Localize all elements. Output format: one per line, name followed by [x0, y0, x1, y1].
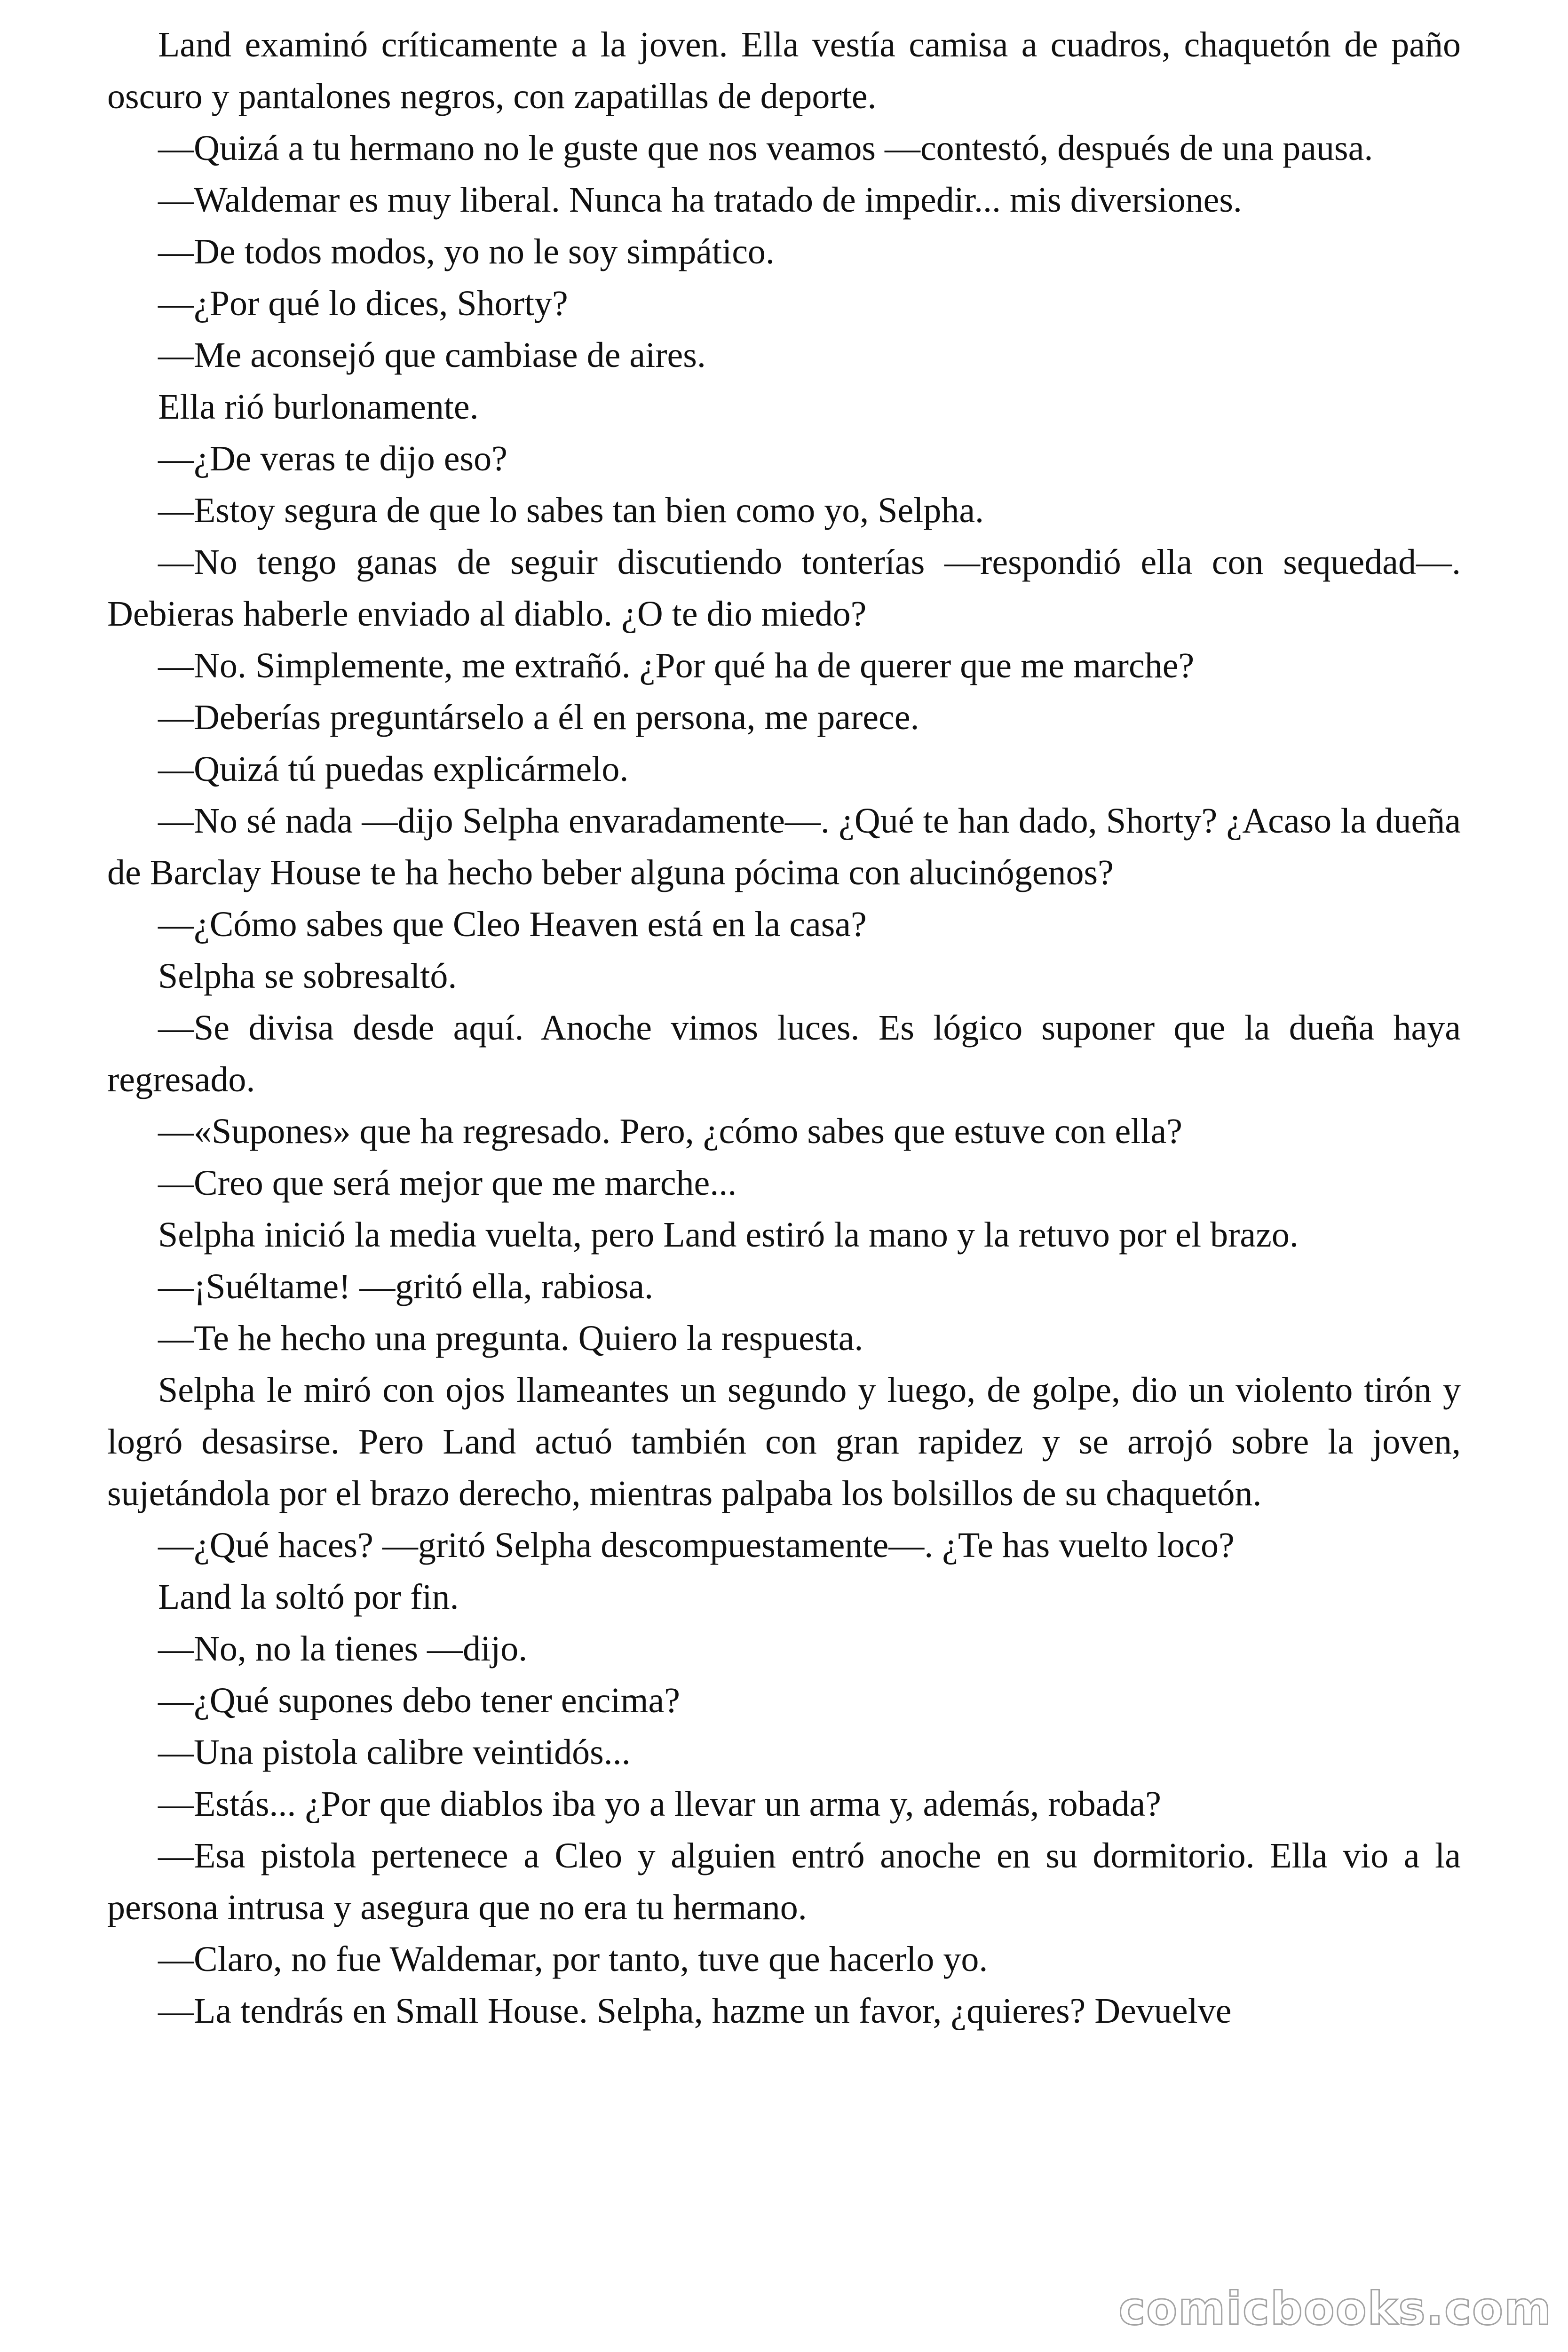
- paragraph: Selpha se sobresaltó.: [158, 956, 457, 996]
- paragraph: —¿De veras te dijo eso?: [158, 439, 507, 478]
- paragraph: —Estoy segura de que lo sabes tan bien como yo, Selpha.: [158, 491, 984, 530]
- paragraph: Selpha le miró con ojos llameantes un segundo y luego, de golpe, dio un violento tirón y logró desasirse. Pero Land actuó también con gran rapidez y se arrojó sobre la joven, sujetándola por el brazo derecho, mientras palpaba los bolsillos de su chaquetón.: [107, 1370, 1461, 1513]
- paragraph: —De todos modos, yo no le soy simpático.: [158, 232, 775, 271]
- paragraph: —No, no la tienes —dijo.: [158, 1629, 528, 1669]
- paragraph: —Una pistola calibre veintidós...: [158, 1732, 631, 1772]
- paragraph: —Quizá a tu hermano no le guste que nos veamos —contestó, después de una pausa.: [158, 128, 1373, 168]
- paragraph: Selpha inició la media vuelta, pero Land estiró la mano y la retuvo por el brazo.: [158, 1215, 1299, 1255]
- paragraph: —¿Qué supones debo tener encima?: [158, 1681, 681, 1720]
- paragraph: —¿Qué haces? —gritó Selpha descompuestamente—. ¿Te has vuelto loco?: [158, 1526, 1235, 1565]
- paragraph: —No tengo ganas de seguir discutiendo tonterías —respondió ella con sequedad—. Debieras haberle enviado al diablo. ¿O te dio miedo?: [107, 542, 1461, 634]
- paragraph: —Me aconsejó que cambiase de aires.: [158, 335, 706, 375]
- paragraph: —¡Suéltame! —gritó ella, rabiosa.: [158, 1267, 654, 1306]
- paragraph: —La tendrás en Small House. Selpha, hazme un favor, ¿quieres? Devuelve: [158, 1991, 1232, 2031]
- paragraph: —Claro, no fue Waldemar, por tanto, tuve que hacerlo yo.: [158, 1939, 988, 1979]
- paragraph: —Te he hecho una pregunta. Quiero la respuesta.: [158, 1319, 863, 1358]
- paragraph: —Deberías preguntárselo a él en persona, me parece.: [158, 698, 919, 737]
- paragraph: —«Supones» que ha regresado. Pero, ¿cómo sabes que estuve con ella?: [158, 1112, 1182, 1151]
- paragraph: —Se divisa desde aquí. Anoche vimos luces. Es lógico suponer que la dueña haya regresado.: [107, 1008, 1461, 1099]
- paragraph: Ella rió burlonamente.: [158, 387, 479, 427]
- paragraph: —¿Por qué lo dices, Shorty?: [158, 284, 568, 323]
- paragraph: —Quizá tú puedas explicármelo.: [158, 749, 629, 789]
- paragraph: —Estás... ¿Por que diablos iba yo a llevar un arma y, además, robada?: [158, 1784, 1161, 1824]
- paragraph: —No sé nada —dijo Selpha envaradamente—. ¿Qué te han dado, Shorty? ¿Acaso la dueña de Barclay House te ha hecho beber alguna pócima con alucinógenos?: [107, 801, 1461, 892]
- watermark-logo: comicbooks.com: [1118, 2282, 1552, 2335]
- paragraph: —Waldemar es muy liberal. Nunca ha tratado de impedir... mis diversiones.: [158, 180, 1242, 220]
- paragraph: —No. Simplemente, me extrañó. ¿Por qué ha de querer que me marche?: [158, 646, 1195, 685]
- paragraph: —¿Cómo sabes que Cleo Heaven está en la casa?: [158, 905, 867, 944]
- document-page: [107, 19, 1461, 2037]
- paragraph: —Esa pistola pertenece a Cleo y alguien entró anoche en su dormitorio. Ella vio a la persona intrusa y asegura que no era tu hermano.: [107, 1836, 1461, 1927]
- paragraph: —Creo que será mejor que me marche...: [158, 1163, 737, 1203]
- paragraph: Land la soltó por fin.: [158, 1577, 459, 1617]
- paragraph: Land examinó críticamente a la joven. Ella vestía camisa a cuadros, chaquetón de paño oscuro y pantalones negros, con zapatillas de deporte.: [107, 25, 1461, 116]
